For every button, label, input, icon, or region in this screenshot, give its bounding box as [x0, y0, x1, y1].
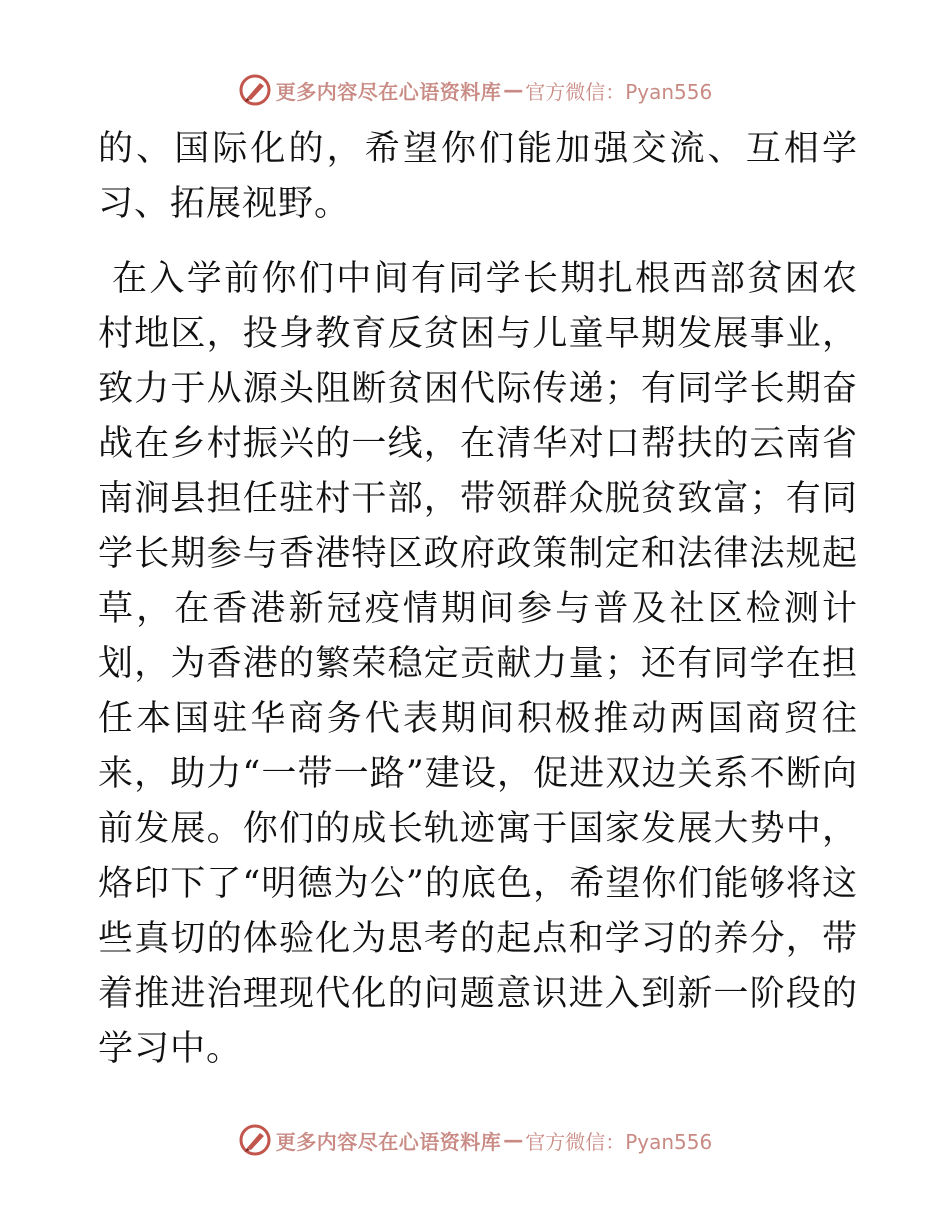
watermark-separator: —: [503, 1128, 524, 1152]
watermark-group: [238, 1123, 713, 1157]
pen-circle-logo-icon: [238, 73, 272, 107]
watermark-contact-text: 官方微信：Pyan556: [525, 1129, 713, 1154]
paragraph-main: 在入学前你们中间有同学长期扎根西部贫困农村地区，投身教育反贫困与儿童早期发展事业，致力于从源头阻断贫困代际传递；有同学长期奋战在乡村振兴的一线，在清华对口帮扶的云南省南涧县担任驻村干部，带领群众脱贫致富；有同学长期参与香港特区政府政策制定和法律法规起草，在香港新冠疫情期间参与普及社区检测计划，为香港的繁荣稳定贡献力量；还有同学在担任本国驻华商务代表期间积极推动两国商贸往来，助力“一带一路”建设，促进双边关系不断向前发展。你们的成长轨迹寓于国家发展大势中，烙印下了“明德为公”的底色，希望你们能够将这些真切的体验化为思考的起点和学习的养分，带着推进治理现代化的问题意识进入到新一阶段的学习中。: [98, 259, 858, 1069]
document-body: [98, 122, 858, 1077]
watermark-separator: —: [503, 78, 524, 102]
watermark-contact-text: 官方微信：Pyan556: [525, 79, 713, 104]
header-watermark: [0, 70, 950, 110]
pen-circle-logo-icon: [238, 1123, 272, 1157]
watermark-site-text: 更多内容尽在心语资料库: [275, 79, 502, 104]
footer-watermark: [0, 1120, 950, 1160]
watermark-group: [238, 73, 713, 107]
watermark-site-text: 更多内容尽在心语资料库: [275, 1129, 502, 1154]
paragraph-continuation: 的、国际化的，希望你们能加强交流、互相学习、拓展视野。: [98, 129, 858, 224]
